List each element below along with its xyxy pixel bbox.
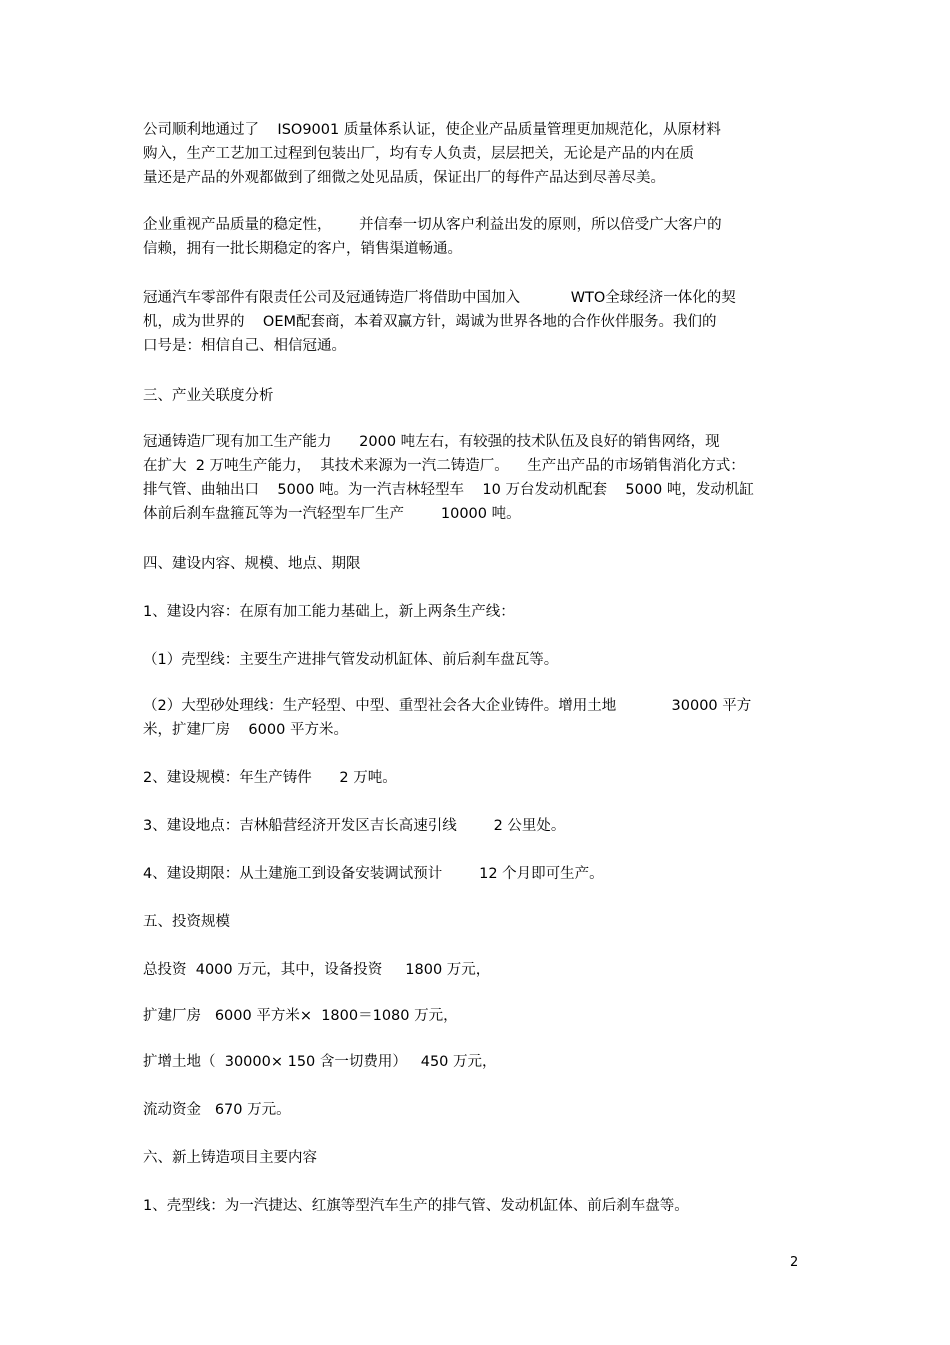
text-line: 六、新上铸造项目主要内容 xyxy=(143,1150,317,1166)
paragraph-quality-stability xyxy=(143,213,805,261)
item-plant-expansion xyxy=(143,1004,805,1028)
text-line: 3、建设地点：吉林船营经济开发区吉长高速引线 2 公里处。 xyxy=(143,818,566,834)
text-line: 1、壳型线：为一汽捷达、红旗等型汽车生产的排气管、发动机缸体、前后刹车盘等。 xyxy=(143,1198,689,1214)
page-number: 2 xyxy=(790,1255,799,1270)
text-line: 排气管、曲轴出口 5000 吨。为一汽吉林轻型车 10 万台发动机配套 5000 吨，发动机缸 xyxy=(143,482,754,498)
item-construction-period xyxy=(143,862,805,886)
item-shell-line-products xyxy=(143,1194,805,1218)
text-line: 2、建设规模：年生产铸件 2 万吨。 xyxy=(143,770,397,786)
text-line: 1、建设内容：在原有加工能力基础上，新上两条生产线： xyxy=(143,604,515,620)
text-line: 五、投资规模 xyxy=(143,914,230,930)
text-line: 企业重视产品质量的稳定性， 并信奉一切从客户利益出发的原则，所以倍受广大客户的 xyxy=(143,217,722,233)
text-line: 体前后刹车盘箍瓦等为一汽轻型车厂生产 10000 吨。 xyxy=(143,506,521,522)
item-construction-scale xyxy=(143,766,805,790)
text-line: 信赖，拥有一批长期稳定的客户，销售渠道畅通。 xyxy=(143,241,462,257)
text-line: 流动资金 670 万元。 xyxy=(143,1102,291,1118)
text-line: 四、建设内容、规模、地点、期限 xyxy=(143,556,361,572)
text-line: 扩建厂房 6000 平方米× 1800＝1080 万元， xyxy=(143,1008,458,1024)
item-sand-line xyxy=(143,694,805,742)
item-working-capital xyxy=(143,1098,805,1122)
item-land-expansion xyxy=(143,1050,805,1074)
item-construction-content xyxy=(143,600,805,624)
text-line: 总投资 4000 万元，其中，设备投资 1800 万元， xyxy=(143,962,491,978)
text-line: 口号是：相信自己、相信冠通。 xyxy=(143,338,346,354)
section-heading-investment xyxy=(143,910,805,934)
text-line: 在扩大 2 万吨生产能力， 其技术来源为一汽二铸造厂。 生产出产品的市场销售消化方式： xyxy=(143,458,745,474)
paragraph-capacity-analysis xyxy=(143,430,805,526)
text-line: 购入，生产工艺加工过程到包装出厂，均有专人负责，层层把关，无论是产品的内在质 xyxy=(143,146,694,162)
text-line: 机，成为世界的 OEM配套商，本着双赢方针，竭诚为世界各地的合作伙伴服务。我们的 xyxy=(143,314,717,330)
section-heading-foundry-project xyxy=(143,1146,805,1170)
paragraph-wto-partnership xyxy=(143,286,805,358)
text-line: （2）大型砂处理线：生产轻型、中型、重型社会各大企业铸件。增用土地 30000 平方 xyxy=(143,698,752,714)
item-shell-line xyxy=(143,648,805,672)
text-line: 三、产业关联度分析 xyxy=(143,388,274,404)
text-line: （1）壳型线：主要生产进排气管发动机缸体、前后刹车盘瓦等。 xyxy=(143,652,559,668)
text-line: 公司顺利地通过了 ISO9001 质量体系认证，使企业产品质量管理更加规范化，从原材料 xyxy=(143,122,721,138)
text-line: 冠通铸造厂现有加工生产能力 2000 吨左右，有较强的技术队伍及良好的销售网络，现 xyxy=(143,434,720,450)
text-line: 米，扩建厂房 6000 平方米。 xyxy=(143,722,348,738)
text-line: 冠通汽车零部件有限责任公司及冠通铸造厂将借助中国加入 WTO全球经济一体化的契 xyxy=(143,290,736,306)
text-line: 扩增土地（ 30000× 150 含一切费用） 450 万元， xyxy=(143,1054,497,1070)
paragraph-quality-certification xyxy=(143,118,805,190)
item-construction-location xyxy=(143,814,805,838)
text-line: 4、建设期限：从土建施工到设备安装调试预计 12 个月即可生产。 xyxy=(143,866,604,882)
section-heading-industry-correlation xyxy=(143,384,805,408)
section-heading-construction xyxy=(143,552,805,576)
item-total-investment xyxy=(143,958,805,982)
text-line: 量还是产品的外观都做到了细微之处见品质，保证出厂的每件产品达到尽善尽美。 xyxy=(143,170,665,186)
